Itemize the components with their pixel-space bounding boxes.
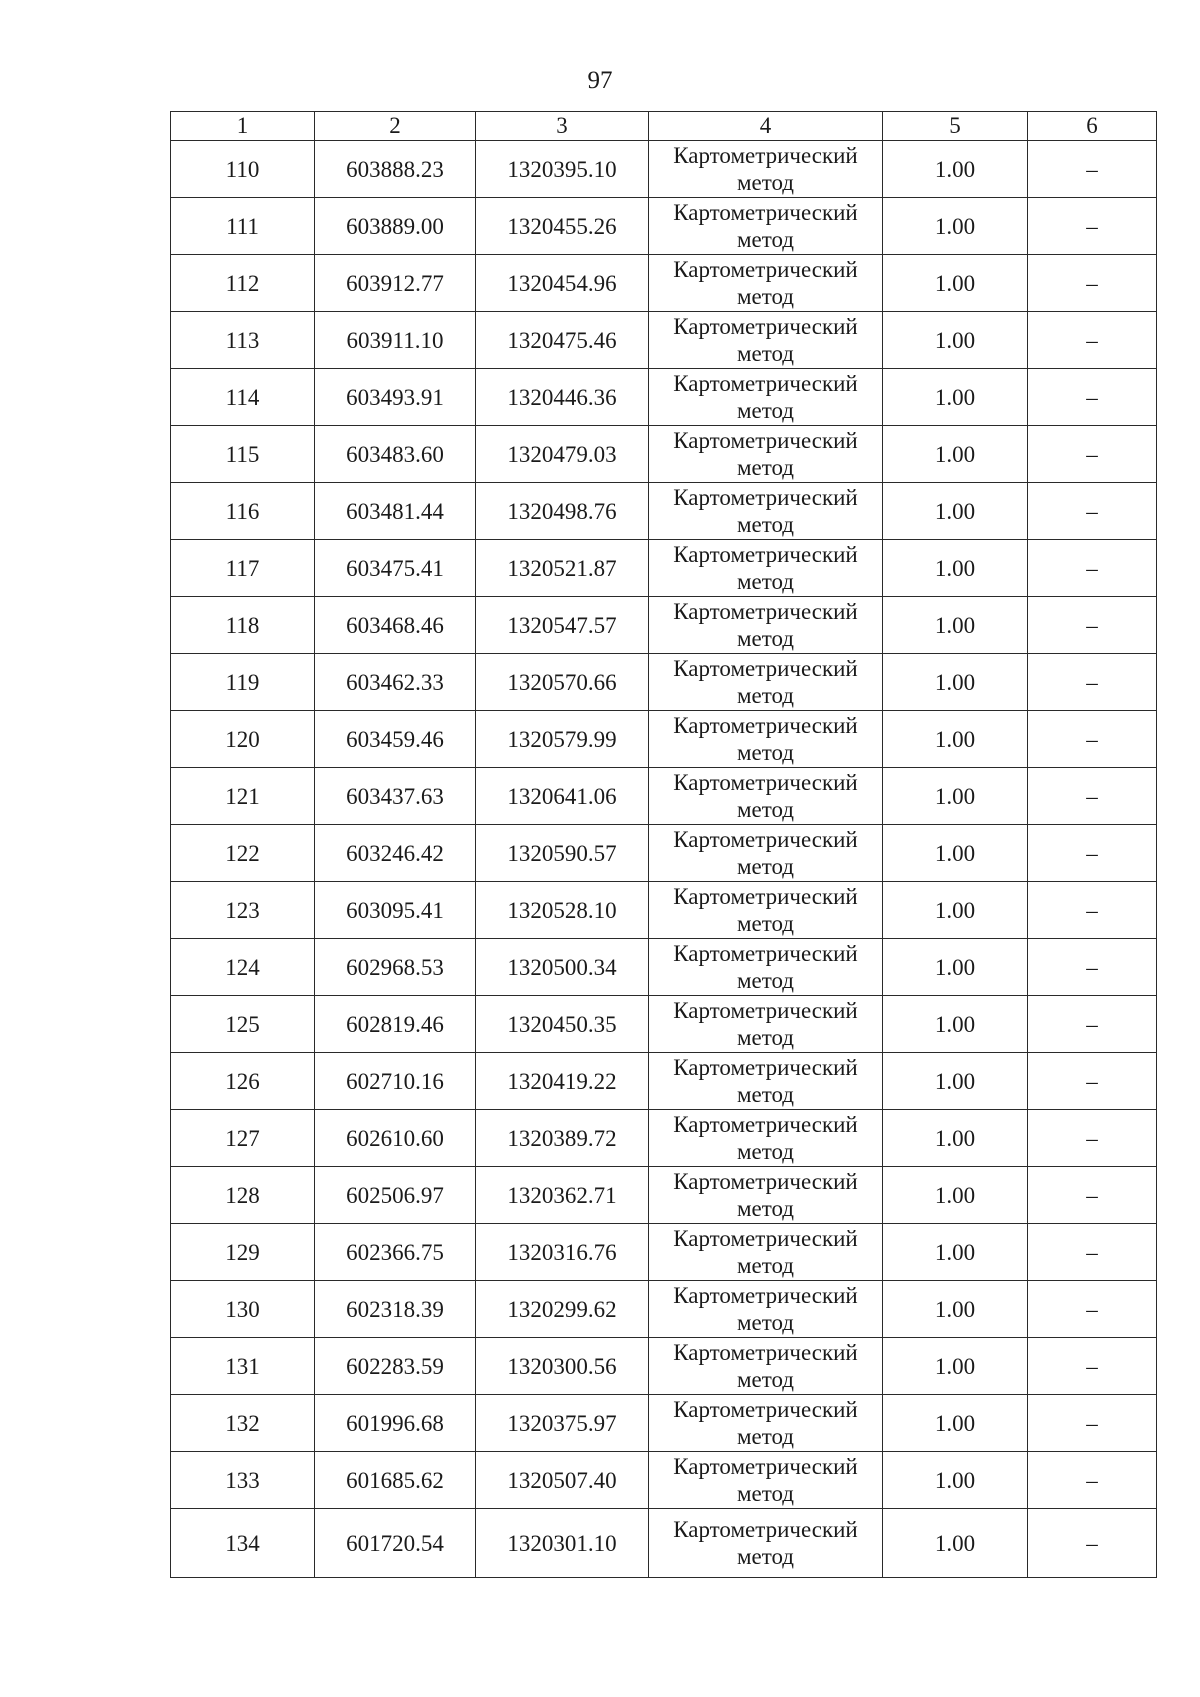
x-coordinate-cell: 603911.10	[315, 312, 476, 369]
method-line-1: Картометрический	[673, 941, 858, 966]
method-cell	[649, 996, 883, 1053]
table-row	[171, 1509, 1157, 1578]
method-text	[673, 940, 858, 994]
table-row	[171, 426, 1157, 483]
accuracy-cell: 1.00	[883, 1281, 1028, 1338]
accuracy-cell: 1.00	[883, 1053, 1028, 1110]
x-coordinate-cell: 602710.16	[315, 1053, 476, 1110]
table-row	[171, 768, 1157, 825]
note-cell: –	[1028, 1452, 1157, 1509]
accuracy-cell: 1.00	[883, 1167, 1028, 1224]
method-line-2: метод	[736, 284, 795, 309]
y-coordinate-cell: 1320299.62	[476, 1281, 649, 1338]
point-number-cell: 123	[171, 882, 315, 939]
table-row	[171, 939, 1157, 996]
note-cell: –	[1028, 1167, 1157, 1224]
method-cell	[649, 198, 883, 255]
note-cell: –	[1028, 711, 1157, 768]
method-cell	[649, 483, 883, 540]
method-line-2: метод	[736, 398, 795, 423]
method-line-2: метод	[736, 227, 795, 252]
table-row	[171, 1110, 1157, 1167]
method-line-1: Картометрический	[673, 998, 858, 1023]
note-cell: –	[1028, 426, 1157, 483]
method-line-2: метод	[736, 1544, 795, 1569]
column-header-4: 4	[649, 112, 883, 141]
table-row	[171, 1281, 1157, 1338]
x-coordinate-cell: 603095.41	[315, 882, 476, 939]
x-coordinate-cell: 603888.23	[315, 141, 476, 198]
x-coordinate-cell: 601685.62	[315, 1452, 476, 1509]
method-cell	[649, 1110, 883, 1167]
method-line-2: метод	[736, 1367, 795, 1392]
method-cell	[649, 768, 883, 825]
table-row	[171, 1452, 1157, 1509]
point-number-cell: 111	[171, 198, 315, 255]
table-row	[171, 996, 1157, 1053]
method-text	[673, 1168, 858, 1222]
table-row	[171, 540, 1157, 597]
method-line-1: Картометрический	[673, 314, 858, 339]
method-text	[673, 1453, 858, 1507]
point-number-cell: 130	[171, 1281, 315, 1338]
column-header-1: 1	[171, 112, 315, 141]
method-line-1: Картометрический	[673, 371, 858, 396]
method-cell	[649, 882, 883, 939]
method-cell	[649, 711, 883, 768]
y-coordinate-cell: 1320590.57	[476, 825, 649, 882]
method-line-2: метод	[736, 1310, 795, 1335]
point-number-cell: 118	[171, 597, 315, 654]
note-cell: –	[1028, 825, 1157, 882]
method-text	[673, 256, 858, 310]
x-coordinate-cell: 602819.46	[315, 996, 476, 1053]
note-cell: –	[1028, 483, 1157, 540]
note-cell: –	[1028, 1509, 1157, 1578]
table-row	[171, 1167, 1157, 1224]
x-coordinate-cell: 603468.46	[315, 597, 476, 654]
point-number-cell: 128	[171, 1167, 315, 1224]
accuracy-cell: 1.00	[883, 711, 1028, 768]
method-text	[673, 997, 858, 1051]
method-text	[673, 1516, 858, 1570]
method-line-2: метод	[736, 455, 795, 480]
note-cell: –	[1028, 654, 1157, 711]
x-coordinate-cell: 603912.77	[315, 255, 476, 312]
method-line-1: Картометрический	[673, 884, 858, 909]
method-line-2: метод	[736, 683, 795, 708]
method-line-1: Картометрический	[673, 713, 858, 738]
method-line-2: метод	[736, 797, 795, 822]
x-coordinate-cell: 602283.59	[315, 1338, 476, 1395]
note-cell: –	[1028, 1110, 1157, 1167]
method-line-1: Картометрический	[673, 1517, 858, 1542]
method-text	[673, 313, 858, 367]
note-cell: –	[1028, 1281, 1157, 1338]
point-number-cell: 112	[171, 255, 315, 312]
method-line-2: метод	[736, 911, 795, 936]
x-coordinate-cell: 601720.54	[315, 1509, 476, 1578]
method-text	[673, 883, 858, 937]
method-line-2: метод	[736, 341, 795, 366]
accuracy-cell: 1.00	[883, 1110, 1028, 1167]
note-cell: –	[1028, 882, 1157, 939]
y-coordinate-cell: 1320547.57	[476, 597, 649, 654]
point-number-cell: 126	[171, 1053, 315, 1110]
table-row	[171, 483, 1157, 540]
table-row	[171, 141, 1157, 198]
accuracy-cell: 1.00	[883, 312, 1028, 369]
accuracy-cell: 1.00	[883, 996, 1028, 1053]
method-line-1: Картометрический	[673, 542, 858, 567]
table-row	[171, 825, 1157, 882]
accuracy-cell: 1.00	[883, 426, 1028, 483]
method-text	[673, 1111, 858, 1165]
method-cell	[649, 1281, 883, 1338]
method-cell	[649, 369, 883, 426]
point-number-cell: 114	[171, 369, 315, 426]
method-line-1: Картометрический	[673, 1340, 858, 1365]
x-coordinate-cell: 602968.53	[315, 939, 476, 996]
method-line-1: Картометрический	[673, 257, 858, 282]
method-cell	[649, 825, 883, 882]
method-cell	[649, 426, 883, 483]
point-number-cell: 110	[171, 141, 315, 198]
method-text	[673, 826, 858, 880]
point-number-cell: 119	[171, 654, 315, 711]
accuracy-cell: 1.00	[883, 1224, 1028, 1281]
table-row	[171, 597, 1157, 654]
method-text	[673, 598, 858, 652]
method-line-2: метод	[736, 968, 795, 993]
point-number-cell: 134	[171, 1509, 315, 1578]
x-coordinate-cell: 602610.60	[315, 1110, 476, 1167]
method-cell	[649, 597, 883, 654]
y-coordinate-cell: 1320528.10	[476, 882, 649, 939]
x-coordinate-cell: 603493.91	[315, 369, 476, 426]
table-row	[171, 1224, 1157, 1281]
method-line-1: Картометрический	[673, 485, 858, 510]
x-coordinate-cell: 603481.44	[315, 483, 476, 540]
point-number-cell: 129	[171, 1224, 315, 1281]
accuracy-cell: 1.00	[883, 1509, 1028, 1578]
method-line-1: Картометрический	[673, 827, 858, 852]
method-text	[673, 427, 858, 481]
x-coordinate-cell: 603462.33	[315, 654, 476, 711]
point-number-cell: 132	[171, 1395, 315, 1452]
x-coordinate-cell: 603889.00	[315, 198, 476, 255]
method-line-2: метод	[736, 1424, 795, 1449]
y-coordinate-cell: 1320579.99	[476, 711, 649, 768]
note-cell: –	[1028, 768, 1157, 825]
method-text	[673, 712, 858, 766]
method-cell	[649, 654, 883, 711]
method-cell	[649, 1053, 883, 1110]
method-line-2: метод	[736, 626, 795, 651]
accuracy-cell: 1.00	[883, 882, 1028, 939]
y-coordinate-cell: 1320395.10	[476, 141, 649, 198]
method-text	[673, 484, 858, 538]
column-header-6: 6	[1028, 112, 1157, 141]
note-cell: –	[1028, 939, 1157, 996]
table-row	[171, 198, 1157, 255]
method-text	[673, 1396, 858, 1450]
point-number-cell: 121	[171, 768, 315, 825]
method-cell	[649, 1224, 883, 1281]
accuracy-cell: 1.00	[883, 939, 1028, 996]
table-row	[171, 1395, 1157, 1452]
y-coordinate-cell: 1320500.34	[476, 939, 649, 996]
method-line-1: Картометрический	[673, 143, 858, 168]
x-coordinate-cell: 603459.46	[315, 711, 476, 768]
table-row	[171, 255, 1157, 312]
method-text	[673, 1339, 858, 1393]
note-cell: –	[1028, 198, 1157, 255]
note-cell: –	[1028, 1053, 1157, 1110]
method-text	[673, 199, 858, 253]
method-line-2: метод	[736, 740, 795, 765]
method-cell	[649, 1452, 883, 1509]
x-coordinate-cell: 603246.42	[315, 825, 476, 882]
method-line-2: метод	[736, 569, 795, 594]
y-coordinate-cell: 1320450.35	[476, 996, 649, 1053]
accuracy-cell: 1.00	[883, 768, 1028, 825]
column-header-2: 2	[315, 112, 476, 141]
method-line-1: Картометрический	[673, 1112, 858, 1137]
method-line-1: Картометрический	[673, 770, 858, 795]
table-row	[171, 312, 1157, 369]
accuracy-cell: 1.00	[883, 540, 1028, 597]
method-cell	[649, 312, 883, 369]
method-line-2: метод	[736, 854, 795, 879]
table-row	[171, 1338, 1157, 1395]
y-coordinate-cell: 1320507.40	[476, 1452, 649, 1509]
method-text	[673, 142, 858, 196]
table-row	[171, 882, 1157, 939]
method-text	[673, 655, 858, 709]
method-line-1: Картометрический	[673, 1454, 858, 1479]
point-number-cell: 124	[171, 939, 315, 996]
method-cell	[649, 255, 883, 312]
point-number-cell: 133	[171, 1452, 315, 1509]
method-line-1: Картометрический	[673, 428, 858, 453]
accuracy-cell: 1.00	[883, 483, 1028, 540]
accuracy-cell: 1.00	[883, 369, 1028, 426]
table-row	[171, 1053, 1157, 1110]
table-row	[171, 369, 1157, 426]
point-number-cell: 117	[171, 540, 315, 597]
method-line-1: Картометрический	[673, 656, 858, 681]
accuracy-cell: 1.00	[883, 825, 1028, 882]
x-coordinate-cell: 603475.41	[315, 540, 476, 597]
method-cell	[649, 540, 883, 597]
x-coordinate-cell: 603437.63	[315, 768, 476, 825]
accuracy-cell: 1.00	[883, 654, 1028, 711]
point-number-cell: 125	[171, 996, 315, 1053]
note-cell: –	[1028, 1395, 1157, 1452]
accuracy-cell: 1.00	[883, 1395, 1028, 1452]
accuracy-cell: 1.00	[883, 198, 1028, 255]
x-coordinate-cell: 601996.68	[315, 1395, 476, 1452]
method-cell	[649, 1509, 883, 1578]
method-line-1: Картометрический	[673, 1283, 858, 1308]
method-cell	[649, 1395, 883, 1452]
y-coordinate-cell: 1320454.96	[476, 255, 649, 312]
point-number-cell: 127	[171, 1110, 315, 1167]
method-text	[673, 1225, 858, 1279]
y-coordinate-cell: 1320570.66	[476, 654, 649, 711]
accuracy-cell: 1.00	[883, 1452, 1028, 1509]
method-text	[673, 769, 858, 823]
x-coordinate-cell: 602318.39	[315, 1281, 476, 1338]
column-header-5: 5	[883, 112, 1028, 141]
method-text	[673, 1054, 858, 1108]
x-coordinate-cell: 602506.97	[315, 1167, 476, 1224]
y-coordinate-cell: 1320498.76	[476, 483, 649, 540]
point-number-cell: 122	[171, 825, 315, 882]
table-body	[171, 141, 1157, 1578]
note-cell: –	[1028, 996, 1157, 1053]
method-line-2: метод	[736, 1481, 795, 1506]
point-number-cell: 120	[171, 711, 315, 768]
note-cell: –	[1028, 255, 1157, 312]
page-number: 97	[587, 67, 613, 94]
method-cell	[649, 1338, 883, 1395]
method-line-2: метод	[736, 170, 795, 195]
method-line-2: метод	[736, 512, 795, 537]
x-coordinate-cell: 602366.75	[315, 1224, 476, 1281]
method-line-1: Картометрический	[673, 1169, 858, 1194]
method-line-2: метод	[736, 1253, 795, 1278]
table-header-row	[171, 112, 1157, 141]
method-cell	[649, 1167, 883, 1224]
y-coordinate-cell: 1320316.76	[476, 1224, 649, 1281]
point-number-cell: 113	[171, 312, 315, 369]
y-coordinate-cell: 1320479.03	[476, 426, 649, 483]
point-number-cell: 115	[171, 426, 315, 483]
note-cell: –	[1028, 540, 1157, 597]
method-line-1: Картометрический	[673, 1055, 858, 1080]
method-text	[673, 541, 858, 595]
y-coordinate-cell: 1320375.97	[476, 1395, 649, 1452]
method-line-1: Картометрический	[673, 599, 858, 624]
method-line-2: метод	[736, 1025, 795, 1050]
method-line-1: Картометрический	[673, 200, 858, 225]
method-line-1: Картометрический	[673, 1226, 858, 1251]
accuracy-cell: 1.00	[883, 255, 1028, 312]
y-coordinate-cell: 1320521.87	[476, 540, 649, 597]
y-coordinate-cell: 1320641.06	[476, 768, 649, 825]
x-coordinate-cell: 603483.60	[315, 426, 476, 483]
point-number-cell: 131	[171, 1338, 315, 1395]
note-cell: –	[1028, 141, 1157, 198]
y-coordinate-cell: 1320446.36	[476, 369, 649, 426]
method-text	[673, 1282, 858, 1336]
coordinates-table	[170, 111, 1157, 1578]
note-cell: –	[1028, 312, 1157, 369]
y-coordinate-cell: 1320301.10	[476, 1509, 649, 1578]
method-line-2: метод	[736, 1139, 795, 1164]
method-text	[673, 370, 858, 424]
accuracy-cell: 1.00	[883, 141, 1028, 198]
y-coordinate-cell: 1320419.22	[476, 1053, 649, 1110]
y-coordinate-cell: 1320300.56	[476, 1338, 649, 1395]
y-coordinate-cell: 1320475.46	[476, 312, 649, 369]
column-header-3: 3	[476, 112, 649, 141]
note-cell: –	[1028, 597, 1157, 654]
method-line-1: Картометрический	[673, 1397, 858, 1422]
method-cell	[649, 939, 883, 996]
method-line-2: метод	[736, 1082, 795, 1107]
note-cell: –	[1028, 1224, 1157, 1281]
accuracy-cell: 1.00	[883, 597, 1028, 654]
point-number-cell: 116	[171, 483, 315, 540]
y-coordinate-cell: 1320455.26	[476, 198, 649, 255]
note-cell: –	[1028, 369, 1157, 426]
y-coordinate-cell: 1320362.71	[476, 1167, 649, 1224]
table-row	[171, 654, 1157, 711]
accuracy-cell: 1.00	[883, 1338, 1028, 1395]
method-cell	[649, 141, 883, 198]
method-line-2: метод	[736, 1196, 795, 1221]
table-header	[171, 112, 1157, 141]
note-cell: –	[1028, 1338, 1157, 1395]
table-row	[171, 711, 1157, 768]
y-coordinate-cell: 1320389.72	[476, 1110, 649, 1167]
